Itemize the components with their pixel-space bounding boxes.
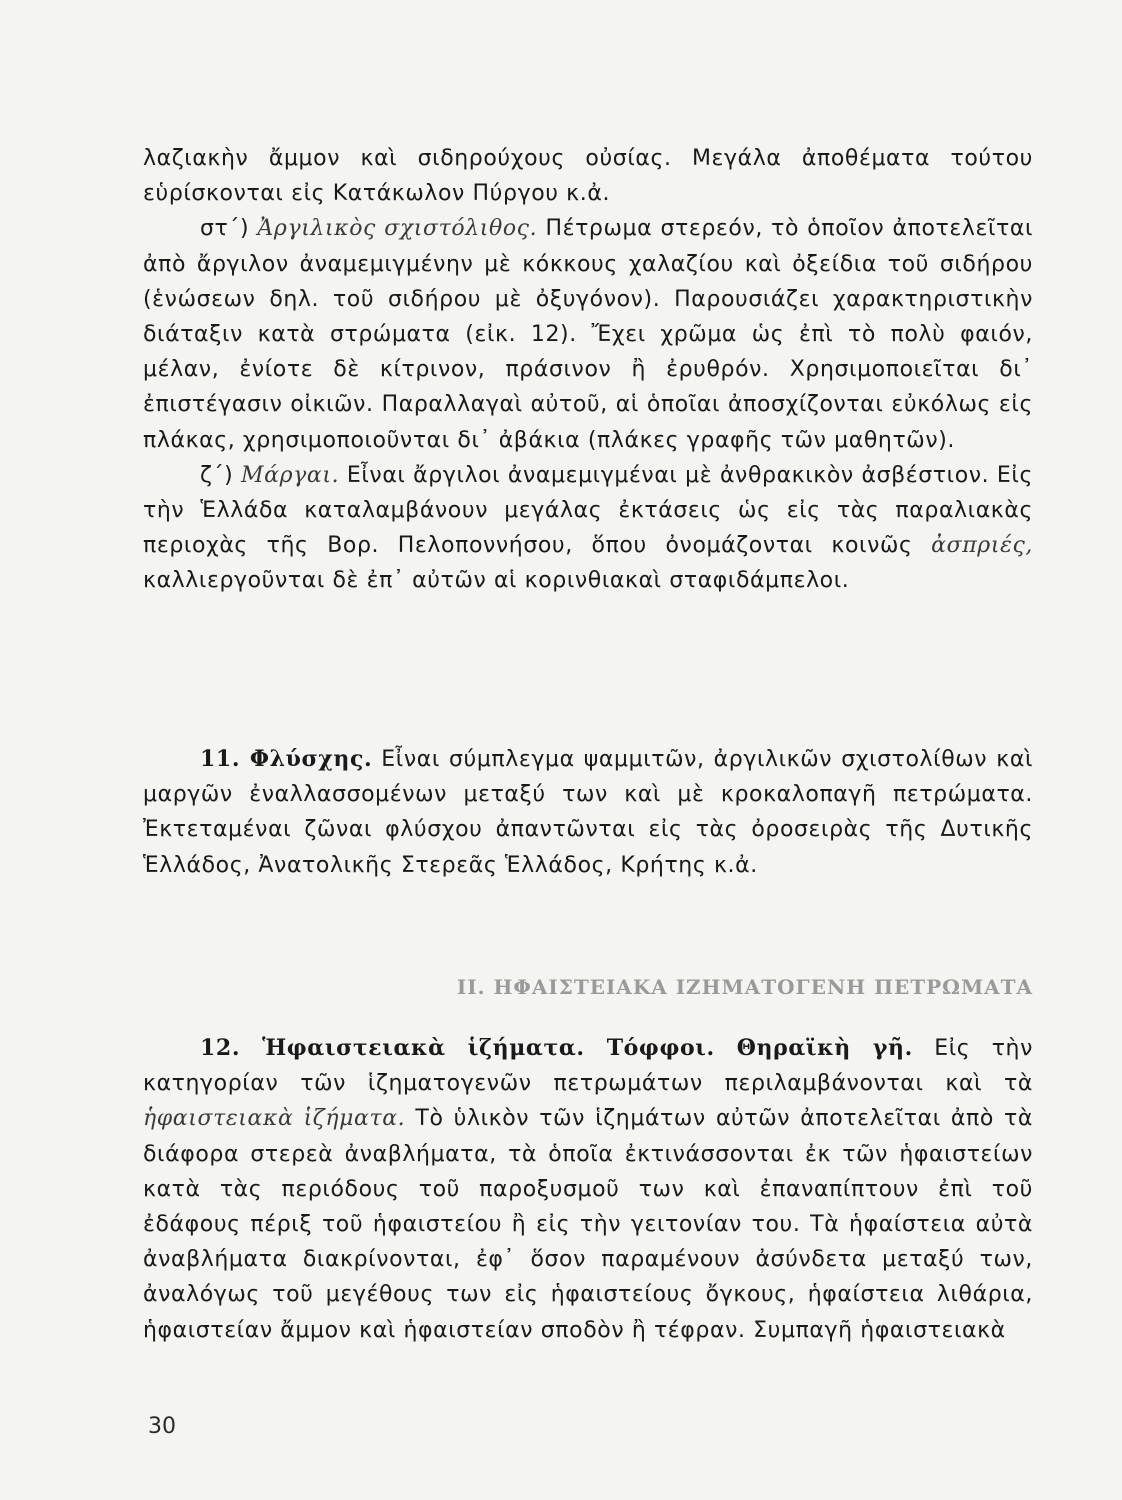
paragraph-argillaceous-schist: στ΄) Ἀργιλικὸς σχιστόλιθος. Πέτρωμα στερεόν, τὸ ὁποῖον ἀποτελεῖται ἀπὸ ἄργιλον ἀναμεμιγμένην μὲ κόκκους χαλαζίου καὶ ὀξείδια τοῦ σιδήρου (ἑνώσεων δηλ. τοῦ σιδήρου μὲ ὀξυγόνον). Παρουσιάζει χαρακτηριστικὴν διάταξιν κατὰ στρώματα (εἰκ. 12). Ἔχει χρῶμα ὡς ἐπὶ τὸ πολὺ φαιόν, μέλαν, ἐνίοτε δὲ κίτρινον, πράσινον ἢ ἐρυθρόν. Χρησιμοποιεῖται δι᾿ ἐπιστέγασιν οἰκιῶν. Παραλλαγαὶ αὐτοῦ, αἱ ὁποῖαι ἀποσχίζονται εὐκόλως εἰς πλάκας, χρησιμοποιοῦνται δι᾿ ἀβάκια (πλάκες γραφῆς τῶν μαθητῶν). [143, 216, 1033, 453]
term-argillaceous-schist: Ἀργιλικὸς σχιστόλιθος. [257, 216, 538, 242]
heading-volcanic-sediments: 12. Ἡφαιστειακὰ ἱζήματα. Τόφφοι. Θηραϊκὴ γῆ. [200, 1035, 913, 1061]
page-number: 30 [148, 1414, 176, 1439]
heading-flysch: 11. Φλύσχης. [200, 746, 373, 772]
section-heading: II. ΗΦΑΙΣΤΕΙΑΚΑ ΙΖΗΜΑΤΟΓΕΝΗ ΠΕΤΡΩΜΑΤΑ [456, 975, 1033, 999]
term-asprIes: ἀσπριές, [931, 533, 1033, 559]
text-block-volcanic [143, 1031, 1033, 1348]
paragraph-marls: ζ΄) Μάργαι. Εἶναι ἄργιλοι ἀναμεμιγμέναι μὲ ἀνθρακικὸν ἀσβέστιον. Εἰς τὴν Ἑλλάδα καταλαμβάνουν μεγάλας ἐκτάσεις ὡς εἰς τὰς παραλιακὰς περιοχὰς τῆς Βορ. Πελοποννήσου, ὅπου ὀνομάζονται κοινῶς ἀσπριές, καλλιεργοῦνται δὲ ἐπ᾿ αὐτῶν αἱ κορινθιακαὶ σταφιδάμπελοι. [143, 462, 1033, 594]
paragraph-continuation: λαζιακὴν ἄμμον καὶ σιδηρούχους οὐσίας. Μεγάλα ἀποθέματα τούτου εὑρίσκονται εἰς Κατάκωλον Πύργου κ.ἀ. [143, 146, 1033, 207]
term-marls: Μάργαι. [241, 462, 340, 488]
term-volcanic-sediments: ἡφαιστειακὰ ἱζήματα. [143, 1106, 406, 1132]
text-block-flysch [143, 742, 1033, 883]
paragraph-volcanic-sediments: 12. Ἡφαιστειακὰ ἱζήματα. Τόφφοι. Θηραϊκὴ γῆ. Εἰς τὴν κατηγορίαν τῶν ἱζηματογενῶν πετρωμάτων περιλαμβάνονται καὶ τὰ ἡφαιστειακὰ ἱζήματα. Τὸ ὑλικὸν τῶν ἱζημάτων αὐτῶν ἀποτελεῖται ἀπὸ τὰ διάφορα στερεὰ ἀναβλήματα, τὰ ὁποῖα ἐκτινάσσονται ἐκ τῶν ἡφαιστείων κατὰ τὰς περιόδους τοῦ παροξυσμοῦ των καὶ ἐπαναπίπτουν ἐπὶ τοῦ ἐδάφους πέριξ τοῦ ἡφαιστείου ἢ εἰς τὴν γειτονίαν του. Τὰ ἡφαίστεια αὐτὰ ἀναβλήματα διακρίνονται, ἐφ᾿ ὅσον παραμένουν ἀσύνδετα μεταξύ των, ἀναλόγως τοῦ μεγέθους των εἰς ἡφαιστείους ὄγκους, ἡφαίστεια λιθάρια, ἡφαιστείαν ἄμμον καὶ ἡφαιστείαν σποδὸν ἢ τέφραν. Συμπαγῆ ἡφαιστειακὰ [143, 1035, 1033, 1343]
text-block-top [143, 141, 1033, 599]
paragraph-flysch: 11. Φλύσχης. Εἶναι σύμπλεγμα ψαμμιτῶν, ἀργιλικῶν σχιστολίθων καὶ μαργῶν ἐναλλασσομένων μεταξύ των καὶ μὲ κροκαλοπαγῆ πετρώματα. Ἐκτεταμέναι ζῶναι φλύσχου ἀπαντῶνται εἰς τὰς ὀροσειρὰς τῆς Δυτικῆς Ἑλλάδος, Ἀνατολικῆς Στερεᾶς Ἑλλάδος, Κρήτης κ.ἀ. [143, 746, 1033, 878]
